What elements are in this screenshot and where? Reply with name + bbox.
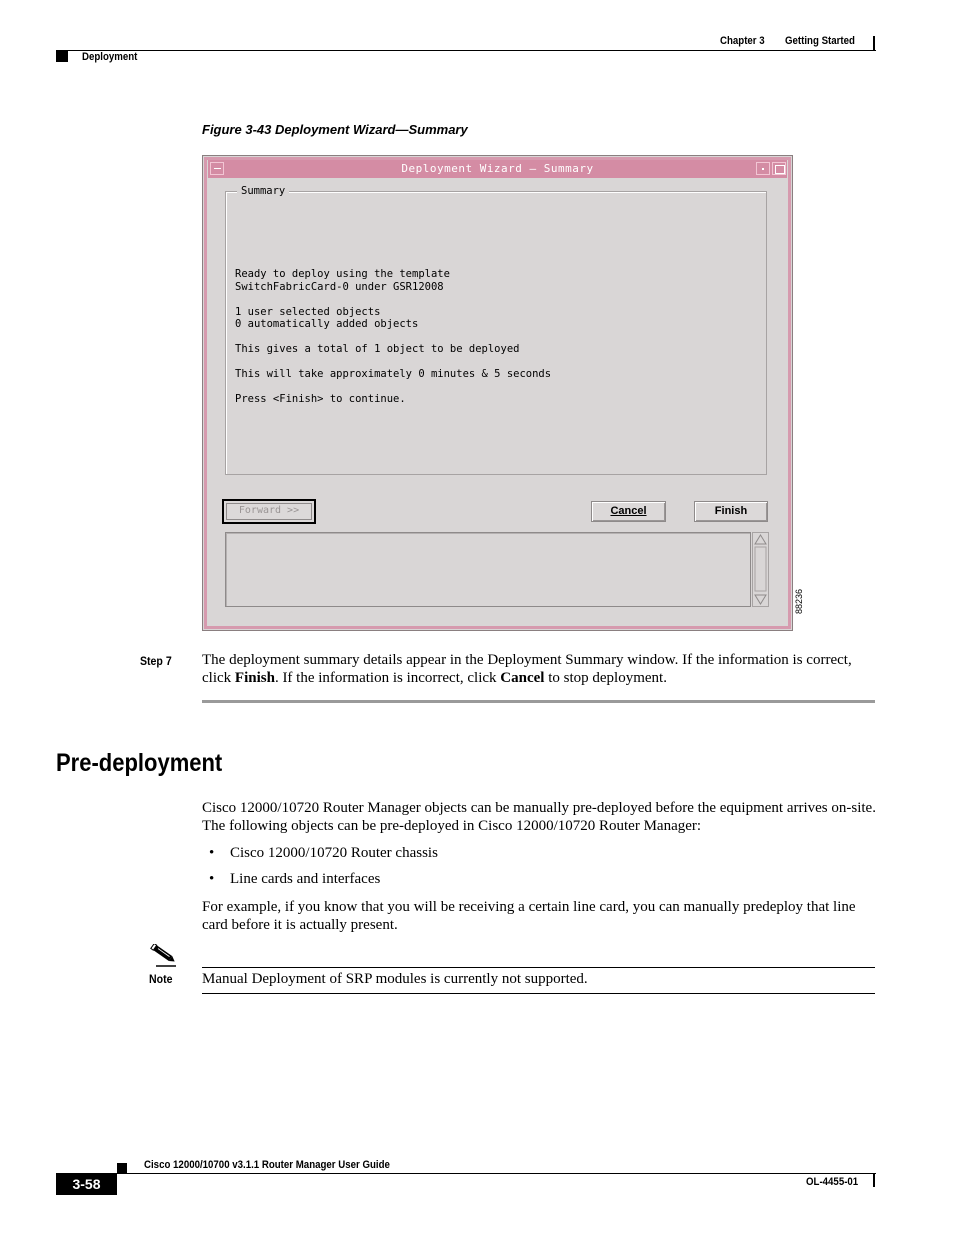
summary-line: This gives a total of 1 object to be deployed	[235, 343, 520, 355]
figure-caption: Figure 3-43 Deployment Wizard—Summary	[202, 122, 468, 137]
header-rule	[56, 50, 876, 51]
summary-group-label: Summary	[237, 185, 289, 197]
cancel-button-label: Cancel	[610, 505, 647, 517]
bullet-icon: •	[209, 871, 215, 887]
step-text-part: to stop deployment.	[544, 670, 667, 686]
footer-rule	[56, 1173, 876, 1174]
section-example: For example, if you know that you will be receiving a certain line card, you can manually predeploy that line card before it is actually present.	[202, 899, 856, 933]
log-scrollbar[interactable]	[752, 532, 769, 607]
pencil-note-icon	[150, 944, 178, 968]
message-log-area[interactable]	[225, 532, 751, 607]
deployment-wizard-window	[202, 155, 793, 631]
finish-button-label: Finish	[714, 505, 748, 517]
note-label: Note	[149, 972, 173, 986]
note-text: Manual Deployment of SRP modules is currently not supported.	[202, 971, 588, 987]
summary-line: Ready to deploy using the template	[235, 268, 450, 280]
header-chapter-title: Getting Started	[785, 35, 855, 47]
summary-group	[225, 191, 767, 475]
bullet-item: Line cards and interfaces	[230, 871, 381, 887]
footer-guide-title: Cisco 12000/10700 v3.1.1 Router Manager User Guide	[144, 1159, 390, 1171]
header-chapter: Chapter 3	[720, 35, 765, 47]
finish-button[interactable]	[694, 501, 768, 522]
section-intro: Cisco 12000/10720 Router Manager objects can be manually pre-deployed before the equipment arrives on-site. The following objects can be pre-deployed in Cisco 12000/10720 Router Manager:	[202, 800, 876, 834]
header-bar	[873, 36, 875, 50]
summary-line: SwitchFabricCard-0 under GSR12008	[235, 281, 444, 293]
cancel-button[interactable]	[591, 501, 666, 522]
footer-block	[117, 1163, 127, 1173]
section-title: Pre-deployment	[56, 749, 223, 777]
step-text-part: . If the information is incorrect, click	[274, 670, 501, 686]
summary-line: Press <Finish> to continue.	[235, 393, 406, 405]
bullet-icon: •	[209, 845, 215, 861]
footer-bar	[873, 1173, 875, 1187]
figure-id: 88236	[794, 588, 804, 614]
step-text-part: The deployment summary details appear in the Deployment Summary window. If the information is correct, click	[202, 652, 852, 686]
summary-line: 0 automatically added objects	[235, 318, 419, 330]
scrollbar-arrows-icon	[753, 533, 768, 606]
window-title: Deployment Wizard – Summary	[401, 162, 594, 175]
summary-line: 1 user selected objects	[235, 306, 381, 318]
summary-line: This will take approximately 0 minutes & 5 seconds	[235, 368, 552, 380]
forward-button[interactable]	[222, 499, 316, 524]
header-block	[56, 51, 68, 62]
step-end-rule	[202, 700, 875, 703]
step-label: Step 7	[140, 654, 172, 668]
bullet-item: Cisco 12000/10720 Router chassis	[230, 845, 438, 861]
note-rule-bottom	[202, 993, 875, 994]
note-rule-top	[202, 967, 875, 968]
header-section: Deployment	[82, 51, 138, 63]
minimize-icon[interactable]	[756, 162, 770, 175]
footer-doc-number: OL-4455-01	[806, 1176, 859, 1188]
step-finish-bold: Finish	[234, 670, 275, 686]
window-titlebar[interactable]	[208, 160, 787, 178]
forward-button-label: Forward >>	[226, 503, 312, 520]
step-cancel-bold: Cancel	[500, 670, 545, 686]
step-text	[202, 651, 882, 687]
maximize-icon[interactable]	[772, 162, 786, 175]
page-number: 3-58	[56, 1173, 117, 1195]
